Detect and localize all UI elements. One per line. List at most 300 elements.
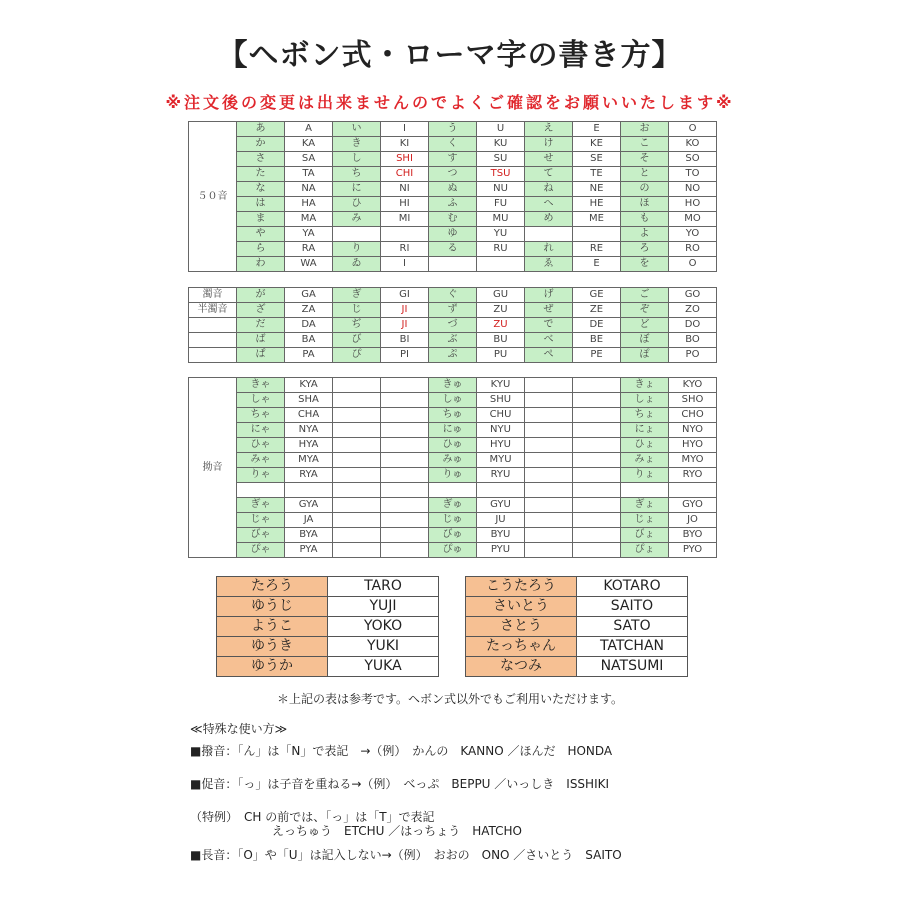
name-row — [466, 657, 688, 677]
kana-cell: ぞ — [621, 303, 669, 318]
reference-note: ＊上記の表は参考です。ヘボン式以外でもご利用いただけます。 — [276, 692, 624, 706]
romaji-cell: JI — [381, 318, 429, 333]
table-row — [189, 152, 717, 167]
romaji-cell: CHI — [381, 167, 429, 182]
usage-special-example: えっちゅう ETCHU ／はっちょう HATCHO — [272, 824, 522, 838]
kana-cell: み — [333, 212, 381, 227]
kana-cell: じゃ — [237, 513, 285, 528]
romaji-cell: NO — [669, 182, 717, 197]
romaji-cell: PYA — [285, 543, 333, 558]
kana-cell: びゃ — [237, 528, 285, 543]
romaji-cell: I — [381, 257, 429, 272]
usage-sokuon: ■促音：「っ」は子音を重ねる→（例） べっぷ BEPPU ／いっしき ISSHIKI — [190, 777, 610, 791]
kana-cell: しょ — [621, 393, 669, 408]
kana-cell: ぢ — [333, 318, 381, 333]
youon-table — [188, 377, 717, 558]
kana-cell: う — [429, 122, 477, 137]
kana-cell: れ — [525, 242, 573, 257]
romaji-cell: SHU — [477, 393, 525, 408]
romaji-cell: NA — [285, 182, 333, 197]
name-row — [466, 597, 688, 617]
romaji-cell: MYA — [285, 453, 333, 468]
romaji-cell: YO — [669, 227, 717, 242]
name-kana: ゆうき — [217, 637, 328, 657]
kana-cell: ぎょ — [621, 498, 669, 513]
romaji-cell: MI — [381, 212, 429, 227]
name-row — [217, 657, 439, 677]
row-label: 半濁音 — [189, 303, 237, 318]
romaji-cell: SHI — [381, 152, 429, 167]
romaji-cell — [477, 257, 525, 272]
romaji-cell — [381, 483, 429, 498]
kana-cell: に — [333, 182, 381, 197]
romaji-cell: RYU — [477, 468, 525, 483]
romaji-cell: GU — [477, 288, 525, 303]
kana-cell: ぴゃ — [237, 543, 285, 558]
kana-cell — [525, 513, 573, 528]
romaji-cell: YU — [477, 227, 525, 242]
romaji-cell: GYA — [285, 498, 333, 513]
romaji-cell: SA — [285, 152, 333, 167]
name-kana: たろう — [217, 577, 328, 597]
romaji-cell: PE — [573, 348, 621, 363]
romaji-cell: RA — [285, 242, 333, 257]
kana-cell: ひゃ — [237, 438, 285, 453]
name-row — [217, 597, 439, 617]
romaji-cell: PO — [669, 348, 717, 363]
romaji-cell — [573, 408, 621, 423]
romaji-cell — [573, 483, 621, 498]
romaji-cell: CHA — [285, 408, 333, 423]
name-row — [466, 637, 688, 657]
kana-cell: ど — [621, 318, 669, 333]
kana-cell: ぺ — [525, 348, 573, 363]
kana-cell: ぽ — [621, 348, 669, 363]
kana-cell: ほ — [621, 197, 669, 212]
table-row — [189, 483, 717, 498]
kana-cell — [333, 498, 381, 513]
romaji-cell — [669, 483, 717, 498]
kana-cell: ぐ — [429, 288, 477, 303]
table-row — [189, 303, 717, 318]
romaji-cell: E — [573, 122, 621, 137]
romaji-cell: SU — [477, 152, 525, 167]
kana-cell — [333, 408, 381, 423]
kana-cell: ぜ — [525, 303, 573, 318]
kana-cell: よ — [621, 227, 669, 242]
kana-cell: げ — [525, 288, 573, 303]
name-kana: さとう — [466, 617, 577, 637]
romaji-cell: BYO — [669, 528, 717, 543]
romaji-cell: CHU — [477, 408, 525, 423]
kana-cell: じ — [333, 303, 381, 318]
kana-cell — [525, 408, 573, 423]
romaji-cell: KA — [285, 137, 333, 152]
romaji-cell: GYU — [477, 498, 525, 513]
kana-cell: も — [621, 212, 669, 227]
kana-cell: じょ — [621, 513, 669, 528]
kana-cell: にゃ — [237, 423, 285, 438]
kana-cell: ば — [237, 333, 285, 348]
kana-cell — [333, 513, 381, 528]
romaji-cell: ZO — [669, 303, 717, 318]
kana-cell — [333, 543, 381, 558]
romaji-cell — [381, 227, 429, 242]
row-label — [189, 333, 237, 348]
kana-cell: ぎゃ — [237, 498, 285, 513]
kana-cell: みゅ — [429, 453, 477, 468]
romaji-cell: GYO — [669, 498, 717, 513]
romaji-cell: KYU — [477, 378, 525, 393]
kana-cell: が — [237, 288, 285, 303]
kana-cell: た — [237, 167, 285, 182]
romaji-cell: BI — [381, 333, 429, 348]
romaji-cell: MA — [285, 212, 333, 227]
romaji-cell — [573, 393, 621, 408]
kana-cell: ぴ — [333, 348, 381, 363]
romaji-cell: HE — [573, 197, 621, 212]
kana-cell: り — [333, 242, 381, 257]
romaji-cell — [381, 438, 429, 453]
romaji-cell — [381, 393, 429, 408]
romaji-cell: JI — [381, 303, 429, 318]
romaji-cell: O — [669, 122, 717, 137]
romaji-cell: BA — [285, 333, 333, 348]
romaji-cell: PA — [285, 348, 333, 363]
kana-cell: きゅ — [429, 378, 477, 393]
romaji-cell: HYU — [477, 438, 525, 453]
kana-cell: ぎ — [333, 288, 381, 303]
romaji-cell: RE — [573, 242, 621, 257]
kana-cell: は — [237, 197, 285, 212]
table-row — [189, 242, 717, 257]
kana-cell — [333, 468, 381, 483]
kana-cell: びゅ — [429, 528, 477, 543]
romaji-cell: WA — [285, 257, 333, 272]
kana-cell: ちょ — [621, 408, 669, 423]
kana-cell: ち — [333, 167, 381, 182]
table-row — [189, 318, 717, 333]
kana-cell: ゑ — [525, 257, 573, 272]
romaji-cell: DE — [573, 318, 621, 333]
table-row — [189, 393, 717, 408]
kana-cell: る — [429, 242, 477, 257]
kana-cell: ぷ — [429, 348, 477, 363]
romaji-cell: MU — [477, 212, 525, 227]
table-row — [189, 212, 717, 227]
romaji-cell: MYU — [477, 453, 525, 468]
romaji-cell: U — [477, 122, 525, 137]
romaji-cell: BE — [573, 333, 621, 348]
kana-cell: を — [621, 257, 669, 272]
kana-cell: ぶ — [429, 333, 477, 348]
kana-cell: ず — [429, 303, 477, 318]
name-row — [217, 637, 439, 657]
romaji-cell: GI — [381, 288, 429, 303]
kana-cell: りゅ — [429, 468, 477, 483]
kana-cell: な — [237, 182, 285, 197]
romaji-cell — [381, 513, 429, 528]
kana-cell — [333, 528, 381, 543]
name-romaji: SATO — [577, 617, 688, 637]
romaji-cell: DO — [669, 318, 717, 333]
usage-chouon: ■長音：「O」や「U」は記入しない→（例） おおの ONO ／さいとう SAITO — [190, 848, 622, 862]
kana-cell: す — [429, 152, 477, 167]
kana-cell: りゃ — [237, 468, 285, 483]
table-row — [189, 528, 717, 543]
kana-cell: ひゅ — [429, 438, 477, 453]
romaji-cell — [573, 528, 621, 543]
row-label — [189, 318, 237, 333]
romaji-cell: ZA — [285, 303, 333, 318]
kana-cell: い — [333, 122, 381, 137]
name-romaji: KOTARO — [577, 577, 688, 597]
kana-cell — [525, 528, 573, 543]
kana-cell: ざ — [237, 303, 285, 318]
kana-cell — [429, 257, 477, 272]
kana-cell: つ — [429, 167, 477, 182]
romaji-cell: HO — [669, 197, 717, 212]
kana-cell — [333, 423, 381, 438]
romaji-cell — [381, 498, 429, 513]
kana-cell — [333, 483, 381, 498]
romaji-cell: I — [381, 122, 429, 137]
romaji-cell: NI — [381, 182, 429, 197]
romaji-cell: TO — [669, 167, 717, 182]
romaji-cell: JU — [477, 513, 525, 528]
kana-cell: ふ — [429, 197, 477, 212]
table-row — [189, 438, 717, 453]
table-row — [189, 513, 717, 528]
kana-cell: え — [525, 122, 573, 137]
table-row — [189, 348, 717, 363]
kana-cell — [333, 378, 381, 393]
kana-cell: ぎゅ — [429, 498, 477, 513]
name-row — [466, 617, 688, 637]
romaji-cell: TSU — [477, 167, 525, 182]
romaji-cell: BYA — [285, 528, 333, 543]
table-row — [189, 543, 717, 558]
kana-cell: ひょ — [621, 438, 669, 453]
kana-cell: きゃ — [237, 378, 285, 393]
kana-cell: む — [429, 212, 477, 227]
kana-cell — [525, 453, 573, 468]
kana-cell: あ — [237, 122, 285, 137]
romaji-cell — [381, 543, 429, 558]
row-group-label: 拗音 — [189, 378, 237, 558]
romaji-cell: TA — [285, 167, 333, 182]
kana-cell — [525, 498, 573, 513]
kana-cell — [333, 393, 381, 408]
kana-cell: ま — [237, 212, 285, 227]
romaji-cell: MYO — [669, 453, 717, 468]
kana-cell — [525, 393, 573, 408]
kana-cell: ひ — [333, 197, 381, 212]
kana-cell: みゃ — [237, 453, 285, 468]
romaji-cell: KYO — [669, 378, 717, 393]
kana-cell: ぴゅ — [429, 543, 477, 558]
romaji-cell: RU — [477, 242, 525, 257]
name-kana: ゆうじ — [217, 597, 328, 617]
romaji-cell — [573, 453, 621, 468]
kana-cell: さ — [237, 152, 285, 167]
romaji-cell — [573, 513, 621, 528]
kana-cell: く — [429, 137, 477, 152]
kana-cell: しゅ — [429, 393, 477, 408]
romaji-cell: SHA — [285, 393, 333, 408]
gojuon-table — [188, 121, 717, 272]
romaji-cell: GO — [669, 288, 717, 303]
romaji-cell: TE — [573, 167, 621, 182]
kana-cell: そ — [621, 152, 669, 167]
name-romaji: YOKO — [328, 617, 439, 637]
romaji-cell: SHO — [669, 393, 717, 408]
kana-cell: ゆ — [429, 227, 477, 242]
romaji-cell: SO — [669, 152, 717, 167]
table-row — [189, 408, 717, 423]
kana-cell: びょ — [621, 528, 669, 543]
romaji-cell: RI — [381, 242, 429, 257]
kana-cell: や — [237, 227, 285, 242]
romaji-cell: ZE — [573, 303, 621, 318]
kana-cell: ぼ — [621, 333, 669, 348]
romaji-cell — [573, 227, 621, 242]
romaji-cell: BU — [477, 333, 525, 348]
kana-cell — [429, 483, 477, 498]
row-label: 濁音 — [189, 288, 237, 303]
romaji-cell: KI — [381, 137, 429, 152]
kana-cell: みょ — [621, 453, 669, 468]
usage-hatsuon: ■撥音：「ん」は「N」で表記 →（例） かんの KANNO ／ほんだ HONDA — [190, 744, 613, 758]
name-kana: さいとう — [466, 597, 577, 617]
kana-cell: び — [333, 333, 381, 348]
kana-cell — [525, 227, 573, 242]
romaji-cell: RYA — [285, 468, 333, 483]
table-row — [189, 468, 717, 483]
romaji-cell: BO — [669, 333, 717, 348]
kana-cell: て — [525, 167, 573, 182]
romaji-cell: RYO — [669, 468, 717, 483]
romaji-cell: FU — [477, 197, 525, 212]
table-row — [189, 288, 717, 303]
romaji-cell — [573, 498, 621, 513]
row-group-label: ５０音 — [189, 122, 237, 272]
table-row — [189, 257, 717, 272]
kana-cell: しゃ — [237, 393, 285, 408]
kana-cell — [333, 453, 381, 468]
kana-cell: にょ — [621, 423, 669, 438]
kana-cell — [525, 423, 573, 438]
romaji-cell: PYO — [669, 543, 717, 558]
name-kana: こうたろう — [466, 577, 577, 597]
romaji-cell: YA — [285, 227, 333, 242]
kana-cell: じゅ — [429, 513, 477, 528]
name-kana: たっちゃん — [466, 637, 577, 657]
table-row — [189, 453, 717, 468]
romaji-cell: MO — [669, 212, 717, 227]
kana-cell — [525, 483, 573, 498]
table-row — [189, 167, 717, 182]
row-label — [189, 348, 237, 363]
kana-cell: ぬ — [429, 182, 477, 197]
romaji-cell: BYU — [477, 528, 525, 543]
kana-cell: へ — [525, 197, 573, 212]
kana-cell — [621, 483, 669, 498]
table-row — [189, 227, 717, 242]
romaji-cell — [381, 453, 429, 468]
romaji-cell: HI — [381, 197, 429, 212]
romaji-cell — [381, 408, 429, 423]
romaji-cell: RO — [669, 242, 717, 257]
romaji-cell: HYA — [285, 438, 333, 453]
romaji-cell: KE — [573, 137, 621, 152]
romaji-cell: ME — [573, 212, 621, 227]
romaji-cell — [381, 378, 429, 393]
romaji-cell: NYA — [285, 423, 333, 438]
kana-cell: にゅ — [429, 423, 477, 438]
kana-cell: ご — [621, 288, 669, 303]
romaji-cell: PYU — [477, 543, 525, 558]
romaji-cell: A — [285, 122, 333, 137]
kana-cell: せ — [525, 152, 573, 167]
kana-cell — [525, 378, 573, 393]
name-romaji: YUKI — [328, 637, 439, 657]
kana-cell: ちゃ — [237, 408, 285, 423]
romaji-cell — [573, 378, 621, 393]
name-romaji: TATCHAN — [577, 637, 688, 657]
kana-cell: きょ — [621, 378, 669, 393]
kana-cell: の — [621, 182, 669, 197]
kana-cell: りょ — [621, 468, 669, 483]
name-row — [217, 617, 439, 637]
romaji-cell — [381, 423, 429, 438]
kana-cell: け — [525, 137, 573, 152]
name-kana: なつみ — [466, 657, 577, 677]
romaji-cell: KU — [477, 137, 525, 152]
romaji-cell: SE — [573, 152, 621, 167]
kana-cell: と — [621, 167, 669, 182]
table-row — [189, 333, 717, 348]
romaji-cell: PI — [381, 348, 429, 363]
romaji-cell — [573, 438, 621, 453]
kana-cell: ちゅ — [429, 408, 477, 423]
romaji-cell: HA — [285, 197, 333, 212]
kana-cell: か — [237, 137, 285, 152]
kana-cell: べ — [525, 333, 573, 348]
table-row — [189, 498, 717, 513]
name-romaji: YUKA — [328, 657, 439, 677]
name-kana: ようこ — [217, 617, 328, 637]
name-examples-right — [465, 576, 688, 677]
name-row — [217, 577, 439, 597]
kana-cell — [525, 543, 573, 558]
romaji-cell: PU — [477, 348, 525, 363]
name-kana: ゆうか — [217, 657, 328, 677]
romaji-cell: HYO — [669, 438, 717, 453]
kana-cell — [333, 438, 381, 453]
romaji-cell — [285, 483, 333, 498]
name-row — [466, 577, 688, 597]
kana-cell: ろ — [621, 242, 669, 257]
kana-cell: こ — [621, 137, 669, 152]
page-title: 【ヘボン式・ローマ字の書き方】 — [217, 38, 683, 73]
romaji-cell: E — [573, 257, 621, 272]
romaji-cell: O — [669, 257, 717, 272]
romaji-cell: ZU — [477, 318, 525, 333]
kana-cell: し — [333, 152, 381, 167]
table-row — [189, 122, 717, 137]
name-romaji: NATSUMI — [577, 657, 688, 677]
